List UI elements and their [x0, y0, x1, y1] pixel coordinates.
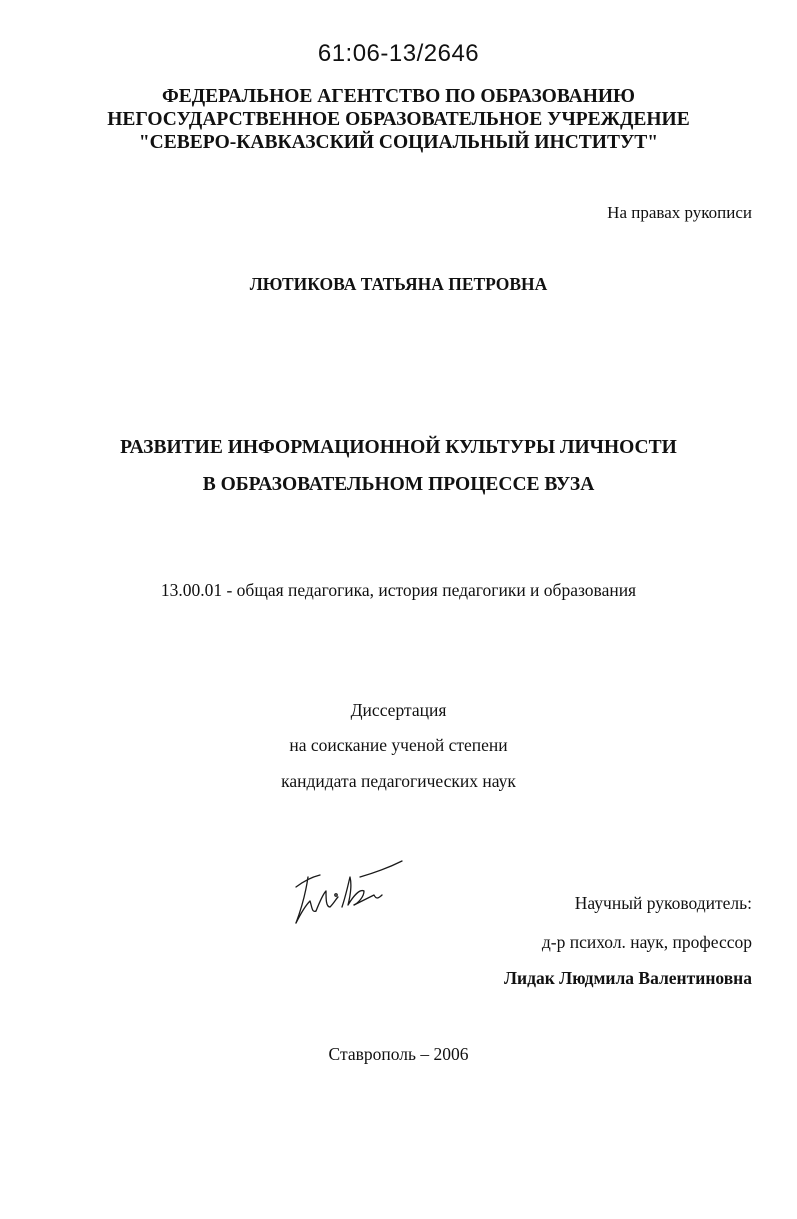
dissertation-title-line-2: В ОБРАЗОВАТЕЛЬНОМ ПРОЦЕССЕ ВУЗА	[202, 474, 595, 495]
degree-line-2: на соискание ученой степени	[289, 735, 508, 755]
handwritten-signature	[290, 855, 405, 930]
city-year: Ставрополь – 2006	[328, 1044, 469, 1064]
registration-stamp: 61:06-13/2646	[317, 40, 480, 67]
supervisor-name: Лидак Людмила Валентиновна	[504, 968, 752, 988]
degree-line-1: Диссертация	[350, 700, 447, 720]
supervisor-label: Научный руководитель:	[574, 893, 752, 913]
dissertation-title-line-1: РАЗВИТИЕ ИНФОРМАЦИОННОЙ КУЛЬТУРЫ ЛИЧНОСТИ	[120, 437, 677, 458]
specialty-code: 13.00.01 - общая педагогика, история педагогики и образования	[160, 580, 637, 600]
organization-line-1: ФЕДЕРАЛЬНОЕ АГЕНТСТВО ПО ОБРАЗОВАНИЮ	[161, 86, 636, 107]
rights-note: На правах рукописи	[607, 203, 752, 222]
organization-line-2: НЕГОСУДАРСТВЕННОЕ ОБРАЗОВАТЕЛЬНОЕ УЧРЕЖДЕНИЕ	[107, 109, 690, 130]
author-name: ЛЮТИКОВА ТАТЬЯНА ПЕТРОВНА	[249, 274, 548, 294]
organization-line-3: "СЕВЕРО-КАВКАЗСКИЙ СОЦИАЛЬНЫЙ ИНСТИТУТ"	[138, 132, 659, 153]
degree-line-3: кандидата педагогических наук	[281, 771, 516, 791]
supervisor-credentials: д-р психол. наук, профессор	[541, 932, 752, 952]
